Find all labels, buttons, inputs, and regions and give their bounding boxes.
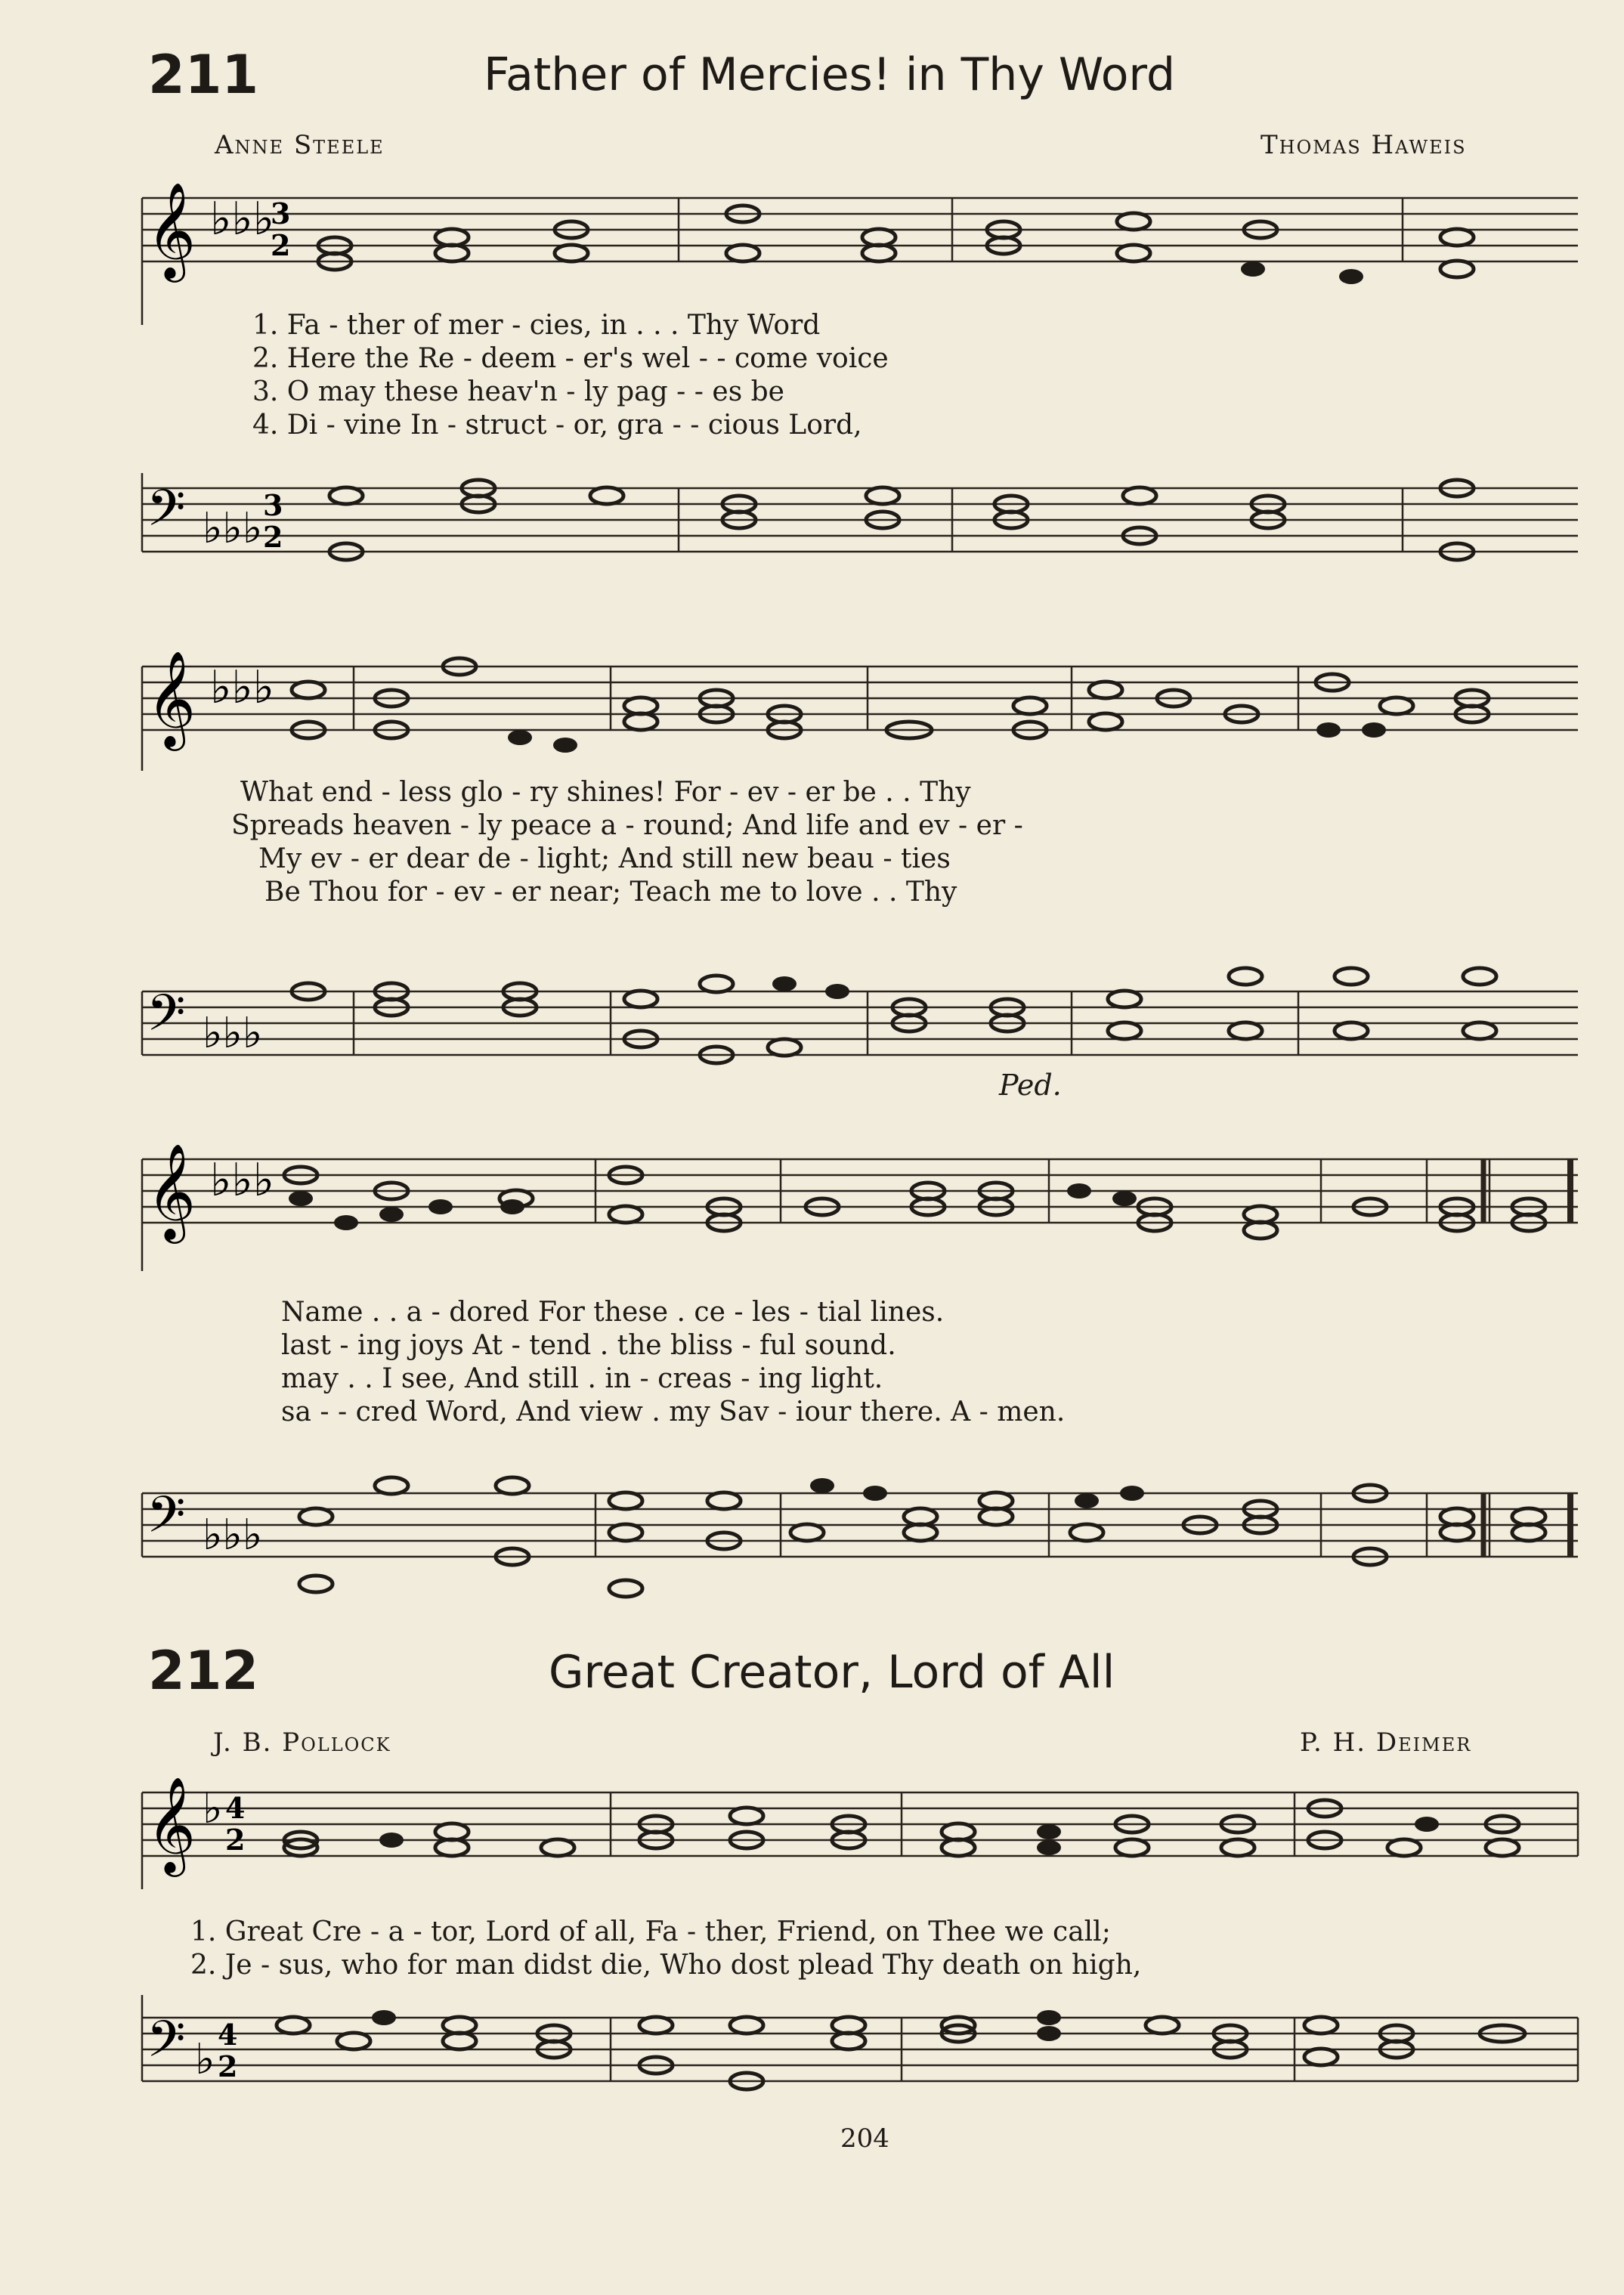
lyric-line: 1. Fa - ther of mer - cies, in . . . Thy Word — [252, 310, 821, 341]
svg-text:2: 2 — [271, 228, 291, 262]
bass-clef-icon: 𝄢 — [147, 479, 186, 549]
svg-text:4: 4 — [225, 1791, 246, 1825]
svg-text:𝄞: 𝄞 — [147, 1143, 196, 1239]
svg-text:3: 3 — [263, 488, 283, 522]
hymn-number: 211 — [148, 44, 259, 106]
svg-text:𝄞: 𝄞 — [147, 650, 196, 747]
hymn-author: J. B. Pollock — [213, 1727, 391, 1758]
svg-text:♭♭♭: ♭♭♭ — [203, 1511, 263, 1560]
hymn-title: Great Creator, Lord of All — [549, 1646, 1115, 1699]
lyric-line: last - ing joys At - tend . the bliss - ful sound. — [281, 1330, 896, 1361]
lyric-line: Name . . a - dored For these . ce - les - tial lines. — [281, 1297, 945, 1328]
bass-staff — [142, 473, 1578, 586]
treble-staff — [142, 1776, 1578, 1889]
lyric-line: What end - less glo - ry shines! For - ev - er be . . Thy — [240, 777, 971, 808]
flat-icon: ♭♭♭ — [210, 193, 274, 246]
svg-text:2: 2 — [225, 1823, 246, 1857]
lyric-line: Be Thou for - ev - er near; Teach me to love . . Thy — [264, 877, 957, 908]
lyric-line: Spreads heaven - ly peace a - round; And life and ev - er - — [231, 810, 1023, 841]
lyric-line: sa - - cred Word, And view . my Sav - iour there. A - men. — [281, 1396, 1066, 1427]
svg-text:𝄢: 𝄢 — [147, 984, 186, 1054]
svg-text:4: 4 — [218, 2018, 238, 2052]
hymn-author: Anne Steele — [215, 130, 385, 160]
hymn-composer: Thomas Haweis — [1261, 130, 1467, 160]
bass-staff — [142, 1995, 1578, 2116]
flat-icon: ♭♭♭ — [203, 504, 263, 553]
svg-text:♭: ♭ — [195, 2035, 215, 2084]
bass-staff — [142, 1471, 1578, 1607]
page-number: 204 — [840, 2123, 889, 2154]
svg-text:2: 2 — [218, 2049, 238, 2083]
svg-text:♭♭♭: ♭♭♭ — [210, 661, 274, 714]
svg-text:𝄞: 𝄞 — [147, 1776, 196, 1873]
svg-text:♭♭♭: ♭♭♭ — [203, 1009, 263, 1058]
lyric-line: 3. O may these heav'n - ly pag - - es be — [252, 376, 784, 407]
lyric-line: My ev - er dear de - light; And still new beau - ties — [258, 843, 951, 874]
hymn-title: Father of Mercies! in Thy Word — [484, 48, 1176, 101]
hymn-composer: P. H. Deimer — [1300, 1727, 1472, 1758]
lyric-line: 1. Great Cre - a - tor, Lord of all, Fa - ther, Friend, on Thee we call; — [190, 1916, 1111, 1947]
lyric-line: 2. Je - sus, who for man didst die, Who dost plead Thy death on high, — [190, 1950, 1142, 1981]
svg-text:♭♭♭: ♭♭♭ — [210, 1154, 274, 1207]
svg-text:𝄢: 𝄢 — [147, 1486, 186, 1556]
time-signature: 3 — [271, 196, 291, 230]
lyric-line: 4. Di - vine In - struct - or, gra - - cious Lord, — [252, 410, 862, 441]
treble-staff — [142, 650, 1578, 771]
lyric-line: 2. Here the Re - deem - er's wel - - come voice — [252, 343, 889, 374]
svg-text:2: 2 — [263, 520, 283, 554]
bass-staff — [142, 954, 1578, 1090]
lyric-line: may . . I see, And still . in - creas - ing light. — [281, 1363, 883, 1394]
svg-text:♭: ♭ — [203, 1784, 223, 1833]
treble-clef-icon: 𝄞 — [147, 181, 196, 278]
treble-staff — [142, 181, 1578, 325]
svg-text:𝄢: 𝄢 — [147, 2010, 186, 2080]
pedal-mark: Ped. — [999, 1069, 1062, 1102]
treble-staff — [142, 1143, 1578, 1271]
hymn-number: 212 — [148, 1640, 259, 1702]
